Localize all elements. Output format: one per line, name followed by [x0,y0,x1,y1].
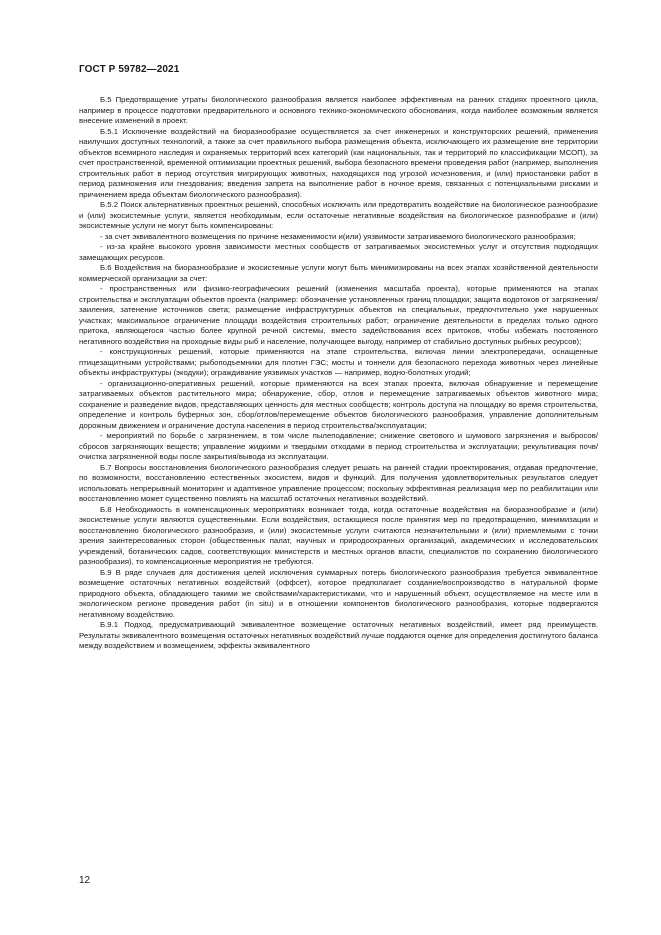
paragraph-b9-1: Б.9.1 Подход, предусматривающий эквивалентное возмещение остаточных негативных воздействий, имеет ряд преимуществ. Результаты эквивалентного возмещения остаточных негативных воздействий лучше поддаются оценке для определения достигнутого баланса между воздействием и возмещением, эффекты эквивалентного [79,620,598,650]
paragraph-b9: Б.9 В ряде случаев для достижения целей исключения суммарных потерь биологического разнообразия требуется эквивалентное возмещение остаточных негативных воздействий (оффсет), которое предполагает создание/воспроизводство в натуральной форме природного объекта, обладающего такими же свойствами/характеристиками, что и нарушенный объект, осуществляемое на месте или в экологическом регионе проведения работ (in situ) и в отношении компонентов биологического разнообразия, которые подвергаются негативному воздействию. [79,567,598,619]
document-body [79,95,598,652]
paragraph-b5-1: Б.5.1 Исключение воздействий на биоразнообразие осуществляется за счет инженерных и конструкторских решений, применения наилучших доступных технологий, а также за счет правильного выбора размещения объекта, исключающего их размещение вне территории объектов всемирного наследия и охраняемых территорий всех категорий (как национальных, так и территорий по классификации МСОП), за счет пространственной, временной оптимизации проектных решений, выбора безопасного времени проведения работ (например, выполнения строительных работ в период отсутствия мигрирующих животных, находящихся под угрозой исчезновения, и (или) приостановки работ в период размножения или гнездования; введения запрета на выполнение работ в ночное время, связанных с потенциальными рисками и причинением вреда объектам биологического разнообразия). [79,126,598,199]
list-item: - конструкционных решений, которые применяются на этапе строительства, включая линии электропередачи, оснащенные птицезащитными устройствами; рыбоподъемники для плотин ГЭС; мосты и тоннели для безопасного перехода животных через линейные объекты инфраструктуры (экодуки); ограждивание уязвимых участков — например, водно-болотных угодий; [79,347,598,377]
list-item: - из-за крайне высокого уровня зависимости местных сообществ от затрагиваемых экосистемных услуг и отсутствия подходящих замещающих ресурсов. [79,242,598,262]
page-number: 12 [79,875,91,886]
list-item: - организационно-оперативных решений, которые применяются на всех этапах проекта, включая обнаружение и перемещение затрагиваемых объектов растительного мира; обнаружение, сбор, отлов и перемещение затрагиваемых объектов животного мира; сохранение и разведение видов, представляющих ценность для местных сообществ; контроль доступа на площадку во время строительства, определение и контроль буферных зон, сбор/отлов/перемещение объектов биологического разнообразия, управление дополнительным дорожным движением и ограничение доступа населения в период строительства/эксплуатации; [79,378,598,430]
list-item: - мероприятий по борьбе с загрязнением, в том числе пылеподавление; снижение светового и шумового загрязнения и выбросов/сбросов загрязняющих веществ; управление жидкими и твердыми отходами в период строительства и эксплуатации; рекультивация почв/очистка загрязненной воды после закрытия/вывода из эксплуатации. [79,431,598,461]
paragraph-b5: Б.5 Предотвращение утраты биологического разнообразия является наиболее эффективным на ранних стадиях проектного цикла, например в процессе подготовки предварительного и основного технико-экономического обоснования, когда наиболее возможным является внесение изменений в проект. [79,95,598,125]
list-item: - за счет эквивалентного возмещения по причине незаменимости и(или) уязвимости затрагиваемого биологического разнообразия; [100,231,576,241]
paragraph-b5-2: Б.5.2 Поиск альтернативных проектных решений, способных исключить или предотвратить воздействие на биологическое разнообразие и (или) экосистемные услуги, является необходимым, если остаточные негативные воздействия на биологическое разнообразие и (или) экосистемные услуги не могут быть компенсированы: [79,200,598,230]
document-header: ГОСТ Р 59782—2021 [79,64,180,75]
paragraph-b6: Б.6 Воздействия на биоразнообразие и экосистемные услуги могут быть минимизированы на всех этапах хозяйственной деятельности коммерческой организации за счет: [79,263,598,283]
paragraph-b8: Б.8 Необходимость в компенсационных мероприятиях возникает тогда, когда остаточные воздействия на биоразнообразие и (или) экосистемные услуги являются существенными. Если воздействия, остающиеся после принятия мер по предотвращению, минимизации и восстановлению биологического разнообразия, и (или) экосистемные услуги считаются незначительными и (или) приемлемыми с точки зрения заинтересованных сторон (общественных палат, научных и природоохранных организаций, академических и исследовательских учреждений, ботанических садов, соответствующих министерств и местных органов власти, специалистов по сохранению биологического разнообразия), то компенсационные мероприятия не требуются. [79,504,598,566]
list-item: - пространственных или физико-географических решений (изменения масштаба проекта), которые применяются на этапах строительства и эксплуатации объектов проекта (например: обозначение установленных границ площадки; защита водотоков от загрязнения/заиления, затенение источников света; размещение инфраструктурных объектов на специальных, предпочтительно уже нарушенных участках; максимальное ограничение площади воздействия строительных работ; ограничение деятельности в пределах только одного притока, являющегося частью более крупной речной системы, вместо задействования всех притоков, чтобы избежать постоянного негативного воздействия на проходные виды рыб и население, получающее выгоду, например от стабильно доступных рыбных ресурсов); [79,284,598,346]
paragraph-b7: Б.7 Вопросы восстановления биологического разнообразия следует решать на ранней стадии проектирования, отдавая предпочтение, по возможности, восстановлению естественных экосистем, видов и функций. Для получения удовлетворительных результатов следует использовать непрерывный мониторинг и адаптивное управление процессом; поскольку эффективная реализация мер по реабилитации или восстановлению может существенно повлиять на масштаб остаточных негативных воздействий. [79,462,598,503]
